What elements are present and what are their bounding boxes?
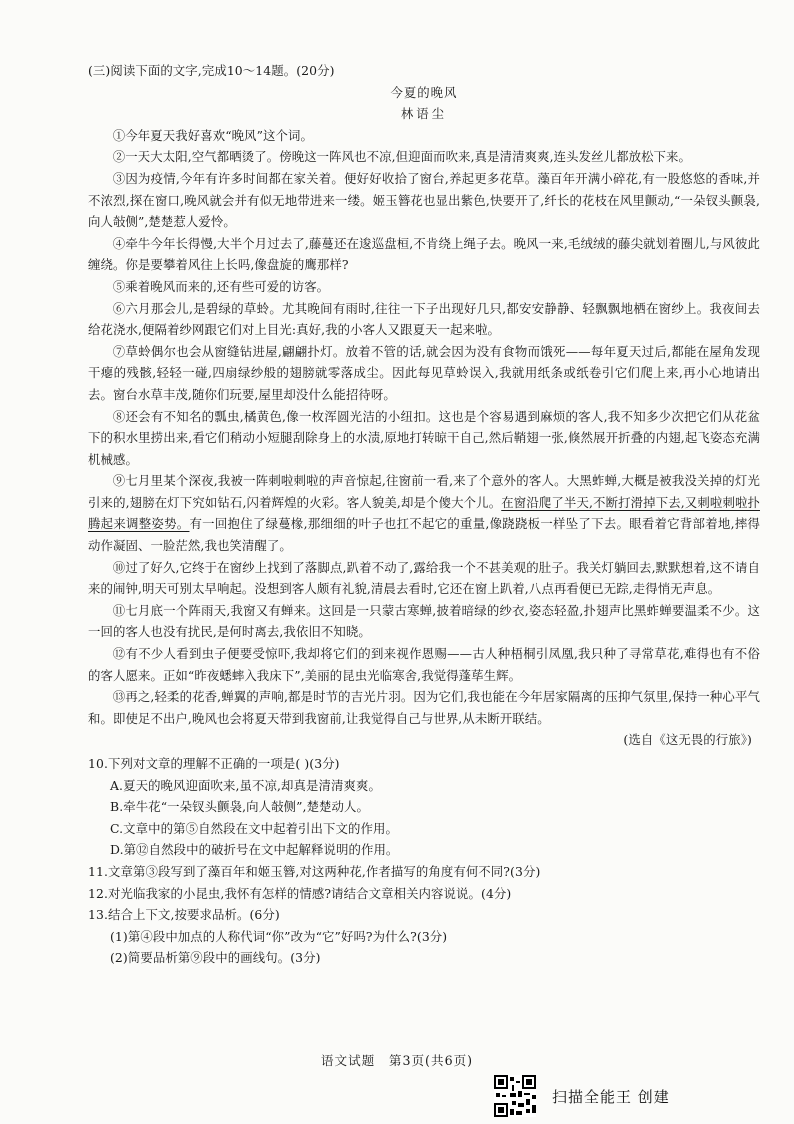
underlined-sentence: 在窗沿爬了半天,不断打滑掉下去,又刺啦刺啦扑腾起来调整姿势。 [88, 494, 760, 532]
article-title: 今夏的晚风 [390, 84, 458, 100]
page-content [88, 60, 760, 969]
question-10-option-b: B.牵牛花“一朵钗头颤袅,向人敧侧”,楚楚动人。 [110, 799, 370, 815]
paragraph-1: ①今年夏天我好喜欢“晚风”这个词。 [112, 127, 314, 143]
question-13-part-2: (2)简要品析第⑨段中的画线句。(3分) [110, 950, 321, 966]
page-footer: 语文试题 第3页(共6页) [320, 1053, 474, 1068]
paragraph-3: ③因为疫情,今年有许多时间都在家关着。便好好收拾了窗台,养起更多花草。藻百年开满小碎花,有一股悠悠的香味,并不浓烈,探在窗口,晚风就会并有似无地带进来一缕。姬玉簪花也显出紫色,快要开了,纤长的花枝在风里颤动,“一朵钗头颤袅,向人敧侧”,楚楚惹人爱怜。 [88, 170, 760, 230]
article-author: 林语尘 [400, 106, 448, 122]
paragraph-6: ⑥六月那会儿,是碧绿的草蛉。尤其晚间有雨时,往往一下子出现好几只,都安安静静、轻飘飘地栖在窗纱上。我夜间去给花浇水,便隔着纱网跟它们对上目光:真好,我的小客人又跟夏天一起来啦。 [88, 300, 760, 338]
paragraph-13: ⑬再之,轻柔的花香,蝉翼的声响,都是时节的吉光片羽。因为它们,我也能在今年居家隔离的压抑气氛里,保持一种心平气和。即使足不出户,晚风也会将夏天带到我窗前,让我觉得自己与世界,从未断开联结。 [88, 689, 760, 726]
paragraph-2: ②一天大太阳,空气都晒烫了。傍晚这一阵风也不凉,但迎面而吹来,真是清清爽爽,连头发丝儿都放松下来。 [112, 149, 692, 165]
scanner-watermark [494, 1072, 754, 1120]
paragraph-9-end: 有一回抱住了绿蔓椽,那细细的叶子也扛不起它的重量,像跷跷板一样坠了下去。眼看着它背部着地,摔得动作凝固、一脸茫然,我也笑清醒了。 [88, 516, 760, 554]
section-intro: (三)阅读下面的文字,完成10～14题。(20分) [88, 63, 335, 78]
paragraph-9-start: ⑨七月里某个深夜,我被一阵刺啦刺啦的声音惊起,往窗前一看,来了个意外的客人。大黑蚱蝉,大概是被我没关掉的灯光引来的,翅膀在灯下究如钻石,闪着辉煌的火彩。客人貌美,却是个傻大个儿。 [88, 473, 760, 510]
paragraph-7: ⑦草蛉偶尔也会从窗缝钻进屋,翩翩扑灯。放着不管的话,就会因为没有食物而饿死——每年夏天过后,都能在屋角发现干瘪的残骸,轻轻一碰,四扇绿纱般的翅膀就零落成尘。因此每见草蛉误入,我就用纸条或纸卷引它们爬上来,再小心地请出去。窗台水草丰茂,随你们玩要,屋里却没什么能招待呀。 [88, 343, 760, 402]
question-10-option-d: D.第⑫自然段中的破折号在文中起解释说明的作用。 [110, 842, 399, 858]
paragraph-11: ⑪七月底一个阵雨天,我窗又有蝉来。这回是一只蒙古寒蝉,披着暗绿的纱衣,姿态轻盈,扑翅声比黑蚱蝉要温柔不少。这一回的客人也没有扰民,是何时离去,我依旧不知晓。 [88, 602, 760, 640]
citation: (选自《这无畏的行旅》) [623, 732, 752, 748]
question-10-option-c: C.文章中的第⑤自然段在文中起着引出下文的作用。 [110, 820, 398, 836]
qr-code-icon [494, 1075, 536, 1117]
question-13-part-1: (1)第④段中加点的人称代词“你”改为“它”好吗?为什么?(3分) [110, 928, 448, 944]
question-10: 10.下列对文章的理解不正确的一项是( )(3分) [88, 756, 340, 771]
paragraph-10: ⑩过了好久,它终于在窗纱上找到了落脚点,趴着不动了,露给我一个不甚美观的肚子。我关灯躺回去,默默想着,这不请自来的闹钟,明天可别太早响起。没想到客人颇有礼貌,清晨去看时,它还在窗上趴着,八点再看便已无踪,走得悄无声息。 [88, 559, 760, 597]
paragraph-5: ⑤乘着晚风而来的,还有些可爱的访客。 [112, 278, 330, 294]
question-11: 11.文章第③段写到了藻百年和姬玉簪,对这两种花,作者描写的角度有何不同?(3分) [88, 863, 541, 879]
paragraph-9 [88, 470, 760, 556]
question-13: 13.结合上下文,按要求品析。(6分) [88, 907, 280, 923]
questions-block [88, 753, 760, 969]
paragraph-4: ④牵牛今年长得慢,大半个月过去了,藤蔓还在逡巡盘桓,不肯绕上绳子去。晚风一来,毛绒绒的藤尖就划着圈儿,与风彼此缠绕。你是要攀着风往上长吗,像盘旋的鹰那样? [88, 235, 760, 273]
paragraph-8: ⑧还会有不知名的瓢虫,橘黄色,像一枚浑圆光洁的小纽扣。这也是个容易遇到麻烦的客人,我不知多少次把它们从花盆下的积水里捞出来,看它们稍动小短腿刮除身上的水渍,原地打转晾干自己,然后鞘翅一张,倏然展开折叠的内翅,起飞姿态充满机械感。 [88, 408, 760, 467]
question-10-option-a: A.夏天的晚风迎面吹来,虽不凉,却真是清清爽爽。 [110, 777, 381, 793]
question-12: 12.对光临我家的小昆虫,我怀有怎样的情感?请结合文章相关内容说说。(4分) [88, 885, 512, 901]
paragraph-12: ⑫有不少人看到虫子便要受惊吓,我却将它们的到来视作恩赐——古人种梧桐引凤凰,我只种了寻常草花,难得也有不俗的客人愿来。正如“昨夜蟋蟀入我床下”,美丽的昆虫光临寒舍,我觉得蓬荜生辉。 [88, 646, 760, 683]
scanner-stamp-text: 扫描全能王 创建 [552, 1087, 670, 1106]
